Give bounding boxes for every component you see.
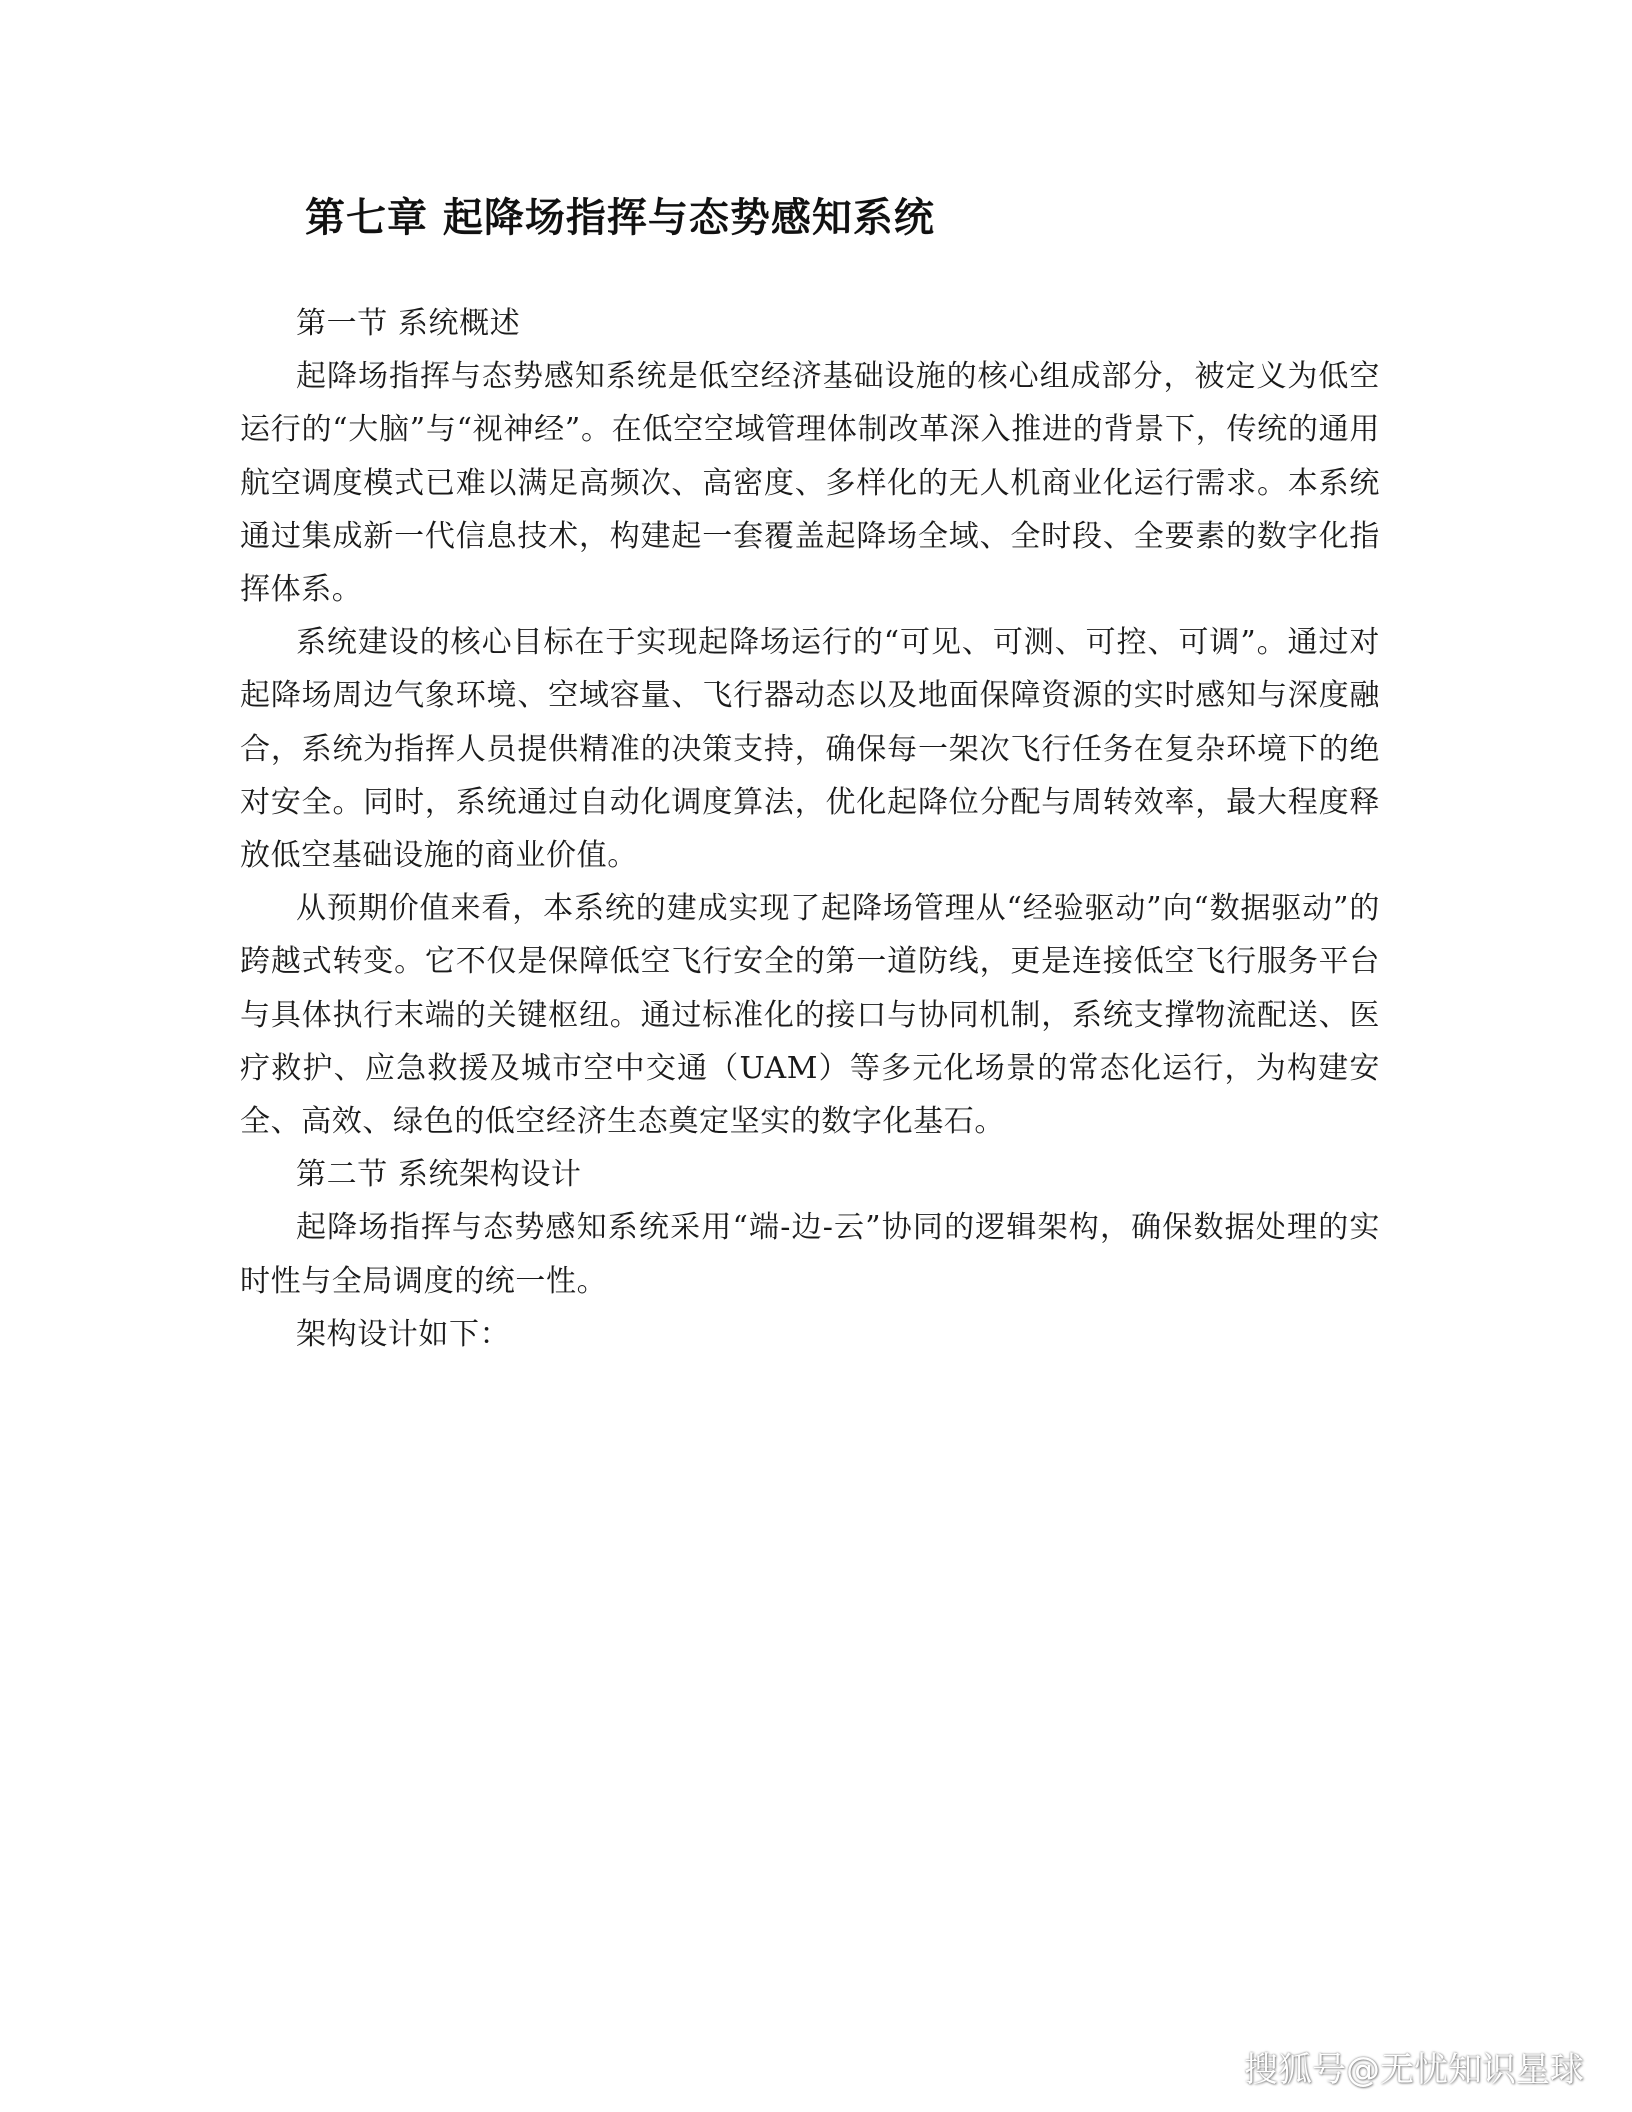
paragraph: 起降场指挥与态势感知系统是低空经济基础设施的核心组成部分，被定义为低空运行的“大脑”与“视神经”。在低空空域管理体制改革深入推进的背景下，传统的通用航空调度模式已难以满足高频次、高密度、多样化的无人机商业化运行需求。本系统通过集成新一代信息技术，构建起一套覆盖起降场全域、全时段、全要素的数字化指挥体系。 [240,359,1380,608]
paragraph: 架构设计如下： [296,1316,511,1352]
paragraph: 系统建设的核心目标在于实现起降场运行的“可见、可测、可控、可调”。通过对起降场周边气象环境、空域容量、飞行器动态以及地面保障资源的实时感知与深度融合，系统为指挥人员提供精准的决策支持，确保每一架次飞行任务在复杂环境下的绝对安全。同时，系统通过自动化调度算法，优化起降位分配与周转效率，最大程度释放低空基础设施的商业价值。 [240,625,1380,874]
section-heading-architecture: 第二节 系统架构设计 [296,1157,582,1193]
chapter-title: 第七章 起降场指挥与态势感知系统 [305,195,935,241]
paragraph: 起降场指挥与态势感知系统采用“端-边-云”协同的逻辑架构，确保数据处理的实时性与全局调度的统一性。 [240,1210,1380,1299]
paragraph: 从预期价值来看，本系统的建成实现了起降场管理从“经验驱动”向“数据驱动”的跨越式转变。它不仅是保障低空飞行安全的第一道防线，更是连接低空飞行服务平台与具体执行末端的关键枢纽。通过标准化的接口与协同机制，系统支撑物流配送、医疗救护、应急救援及城市空中交通（UAM）等多元化场景的常态化运行，为构建安全、高效、绿色的低空经济生态奠定坚实的数字化基石。 [240,891,1380,1140]
section-heading-overview: 第一节 系统概述 [296,306,521,341]
document-body [240,297,1380,1361]
watermark-text: 搜狐号@无忧知识星球 [1244,2050,1584,2090]
